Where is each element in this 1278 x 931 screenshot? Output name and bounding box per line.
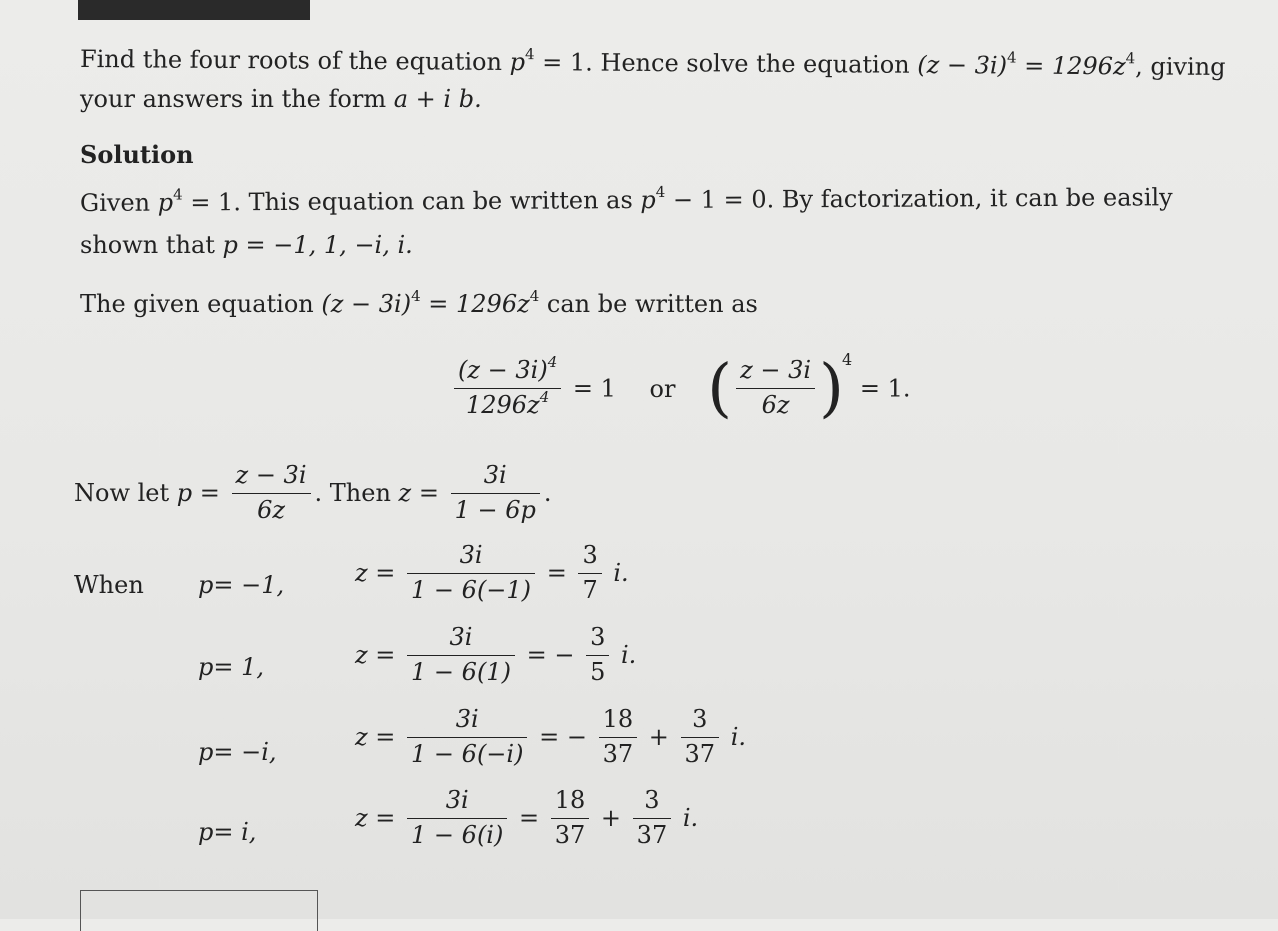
case-z-2: z = $\frac{3i}{1 - 6(1)}$ = − $\frac{3}{5}$ i. xyxy=(355,623,637,686)
case-p-1: p= −1, xyxy=(198,571,285,599)
case-z-1: z = $\frac{3i}{1 - 6(-1)}$ = $\frac{3}{7}$ i. xyxy=(355,541,629,604)
given-line-1: Given $p^4 = 1$. This equation can be written as $p^4 - 1 = 0$. By factorization, it can be easily xyxy=(79,182,1173,217)
case-z-3: z = $\frac{3i}{1 - 6(-i)}$ = − $\frac{18}{37}$ + $\frac{3}{37}$ i. xyxy=(355,705,747,768)
solution-heading: Solution xyxy=(80,140,194,169)
substitution-line: Now let p = $\frac{z - 3i}{6z}$ . Then z = $\frac{3i}{1 - 6p}$ . xyxy=(74,461,552,524)
problem-line-2: your answers in the form a + i b. xyxy=(80,85,482,113)
problem-line-1: Find the four roots of the equation $p^4 = 1$. Hence solve the equation $(z - 3i)^4 = 1296z^4$, giving xyxy=(79,45,1226,81)
case-p-4: p= i, xyxy=(198,818,257,846)
fraction-2: $\frac{z - 3i}{6z}$ xyxy=(736,357,815,419)
case-p-2: p= 1, xyxy=(198,653,264,681)
top-dark-bar xyxy=(78,0,310,20)
given-line-2: shown that p = −1, 1, −i, i. xyxy=(80,231,413,259)
rewrite-line: The given equation $(z - 3i)^4 = 1296z^4$ can be written as xyxy=(80,287,758,318)
case-z-4: z = $\frac{3i}{1 - 6(i)}$ = $\frac{18}{37}$ + $\frac{3}{37}$ i. xyxy=(355,786,699,849)
bottom-box-edge xyxy=(80,890,318,931)
display-equation: $\frac{(z - 3i)^4}{1296z^4}$ = 1 or ( $\frac{z - 3i}{6z}$ )$^4$ = 1. xyxy=(450,352,910,421)
case-label: When xyxy=(74,571,144,599)
case-p-3: p= −i, xyxy=(198,738,277,766)
fraction-1: $\frac{(z - 3i)^4}{1296z^4}$ xyxy=(454,357,561,419)
